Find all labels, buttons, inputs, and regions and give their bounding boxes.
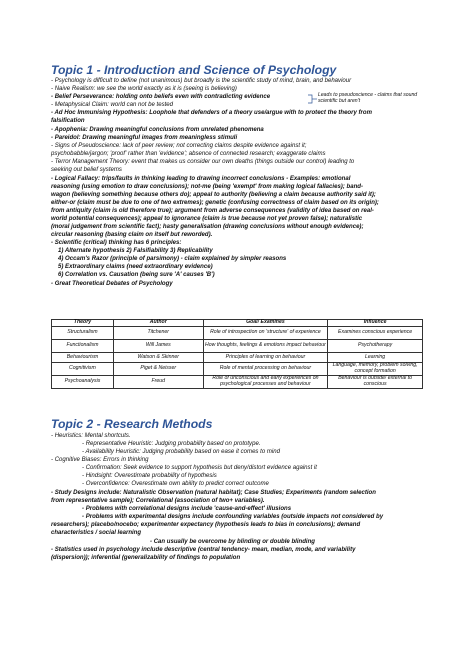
- t1-line-11: seeking out belief systems: [51, 167, 122, 173]
- t1-line-20: - Scientific (critical) thinking has 6 principles:: [51, 240, 182, 246]
- t1-line-17: world potential consequences); appeal to ignorance (claim is true because not yet proven false); naturalistic: [51, 216, 363, 222]
- t2-line-3: - Cognitive Biases: Errors in thinking: [51, 457, 149, 463]
- table-cell: Examines conscious experience: [328, 327, 423, 340]
- t2-line-15: (dispersion)); inferential (generalizability of findings to population: [51, 555, 241, 561]
- t1-line-5: falsification: [51, 118, 85, 124]
- t1-line-13: reasoning (using emotion to draw conclusions); not-me (being 'exempt' from making logical fallacies); band-: [51, 184, 363, 190]
- t2-line-1: - Representative Heuristic: Judging probability based on prototype.: [82, 441, 261, 447]
- t1-line-16: from antiquity (claim is old therefore true); argument from adverse consequences (validity of idea based on real-: [51, 208, 374, 214]
- table-cell: Functionalism: [52, 340, 114, 353]
- t1-line-22: 4) Occam's Razor (principle of parsimony) - claim explained by simpler reasons: [58, 256, 287, 262]
- t1-line-18: (moral judgement from scientific fact); hasty generalisation (drawing conclusions without enough evidence);: [51, 224, 364, 230]
- table-cell: Titchener: [113, 327, 203, 340]
- table-row: [52, 327, 423, 340]
- pseudoscience-callout: Leads to pseudoscience - claims that sound scientific but aren't: [318, 92, 418, 104]
- topic-1-title: Topic 1 - Introduction and Science of Psychology: [51, 63, 337, 77]
- table-cell: Psychotherapy: [328, 340, 423, 353]
- t1-line-4: - Ad Hoc Immunising Hypothesis: Loophole that defenders of a theory use/argue with to protect the theory from: [51, 110, 372, 116]
- table-cell: Behaviourism: [52, 353, 114, 363]
- table-cell: Role of introspection on 'structure' of experience: [203, 327, 328, 340]
- t1-line-7: - Pareidol: Drawing meaningful images from meaningless stimuli: [51, 135, 238, 141]
- t1-line-15: either-or (claim must be due to one of two extremes); genetic (confusing correctness of claim based on its origin);: [51, 200, 379, 206]
- table-cell: Structuralism: [52, 327, 114, 340]
- t2-line-11: researchers); placebo/nocebo; experimenter expectancy (hypothesis leads to bias in conclusions); demand: [51, 522, 361, 528]
- t1-line-9: psychobabble/jargon; 'proof' rather than 'evidence'; absence of connected research; exaggerate claims: [51, 151, 326, 157]
- t1-line-2: - Belief Perseverance: holding onto beliefs even with contradicting evidence: [51, 94, 271, 100]
- table-cell: Principles of learning on behaviour: [203, 353, 328, 363]
- t2-line-4: - Confirmation: Seek evidence to support hypothesis but deny/distort evidence against it: [82, 465, 317, 471]
- table-cell: Freud: [113, 376, 203, 389]
- t2-line-2: - Availability Heuristic: Judging probability based on ease it comes to mind: [82, 449, 280, 455]
- t2-line-9: - Problems with correlational designs include 'cause-and-effect' illusions: [82, 506, 292, 512]
- table-cell: Role of unconscious and early experiences on psychological processes and behaviour: [203, 376, 328, 389]
- topic-2-title: Topic 2 - Research Methods: [51, 417, 213, 431]
- t1-line-21: 1) Alternate hypothesis 2) Falsifiability 3) Replicability: [58, 248, 213, 254]
- t1-line-8: - Signs of Pseudoscience: lack of peer review; not correcting claims despite evidence against it;: [51, 143, 307, 149]
- t1-line-12: - Logical Fallacy: trips/faults in thinking leading to drawing incorrect conclusions - Examples: emotional: [51, 176, 351, 182]
- t1-line-25: - Great Theoretical Debates of Psychology: [51, 281, 173, 287]
- header-author: Author: [113, 320, 203, 327]
- t2-line-14: - Statistics used in psychology include descriptive (central tendency- mean, median, mode, and variability: [51, 547, 356, 553]
- header-goal: Goal/ Examines: [203, 320, 328, 327]
- table-cell: Behaviour is outside/ external to conscious: [328, 376, 423, 389]
- table-cell: Piget & Neisser: [113, 363, 203, 376]
- t2-line-5: - Hindsight: Overestimate probability of hypothesis: [82, 473, 217, 479]
- table-cell: Learning: [328, 353, 423, 363]
- header-influence: Influence: [328, 320, 423, 327]
- t2-line-6: - Overconfidence: Overestimate own ability to predict correct outcome: [82, 481, 269, 487]
- table-row: [52, 353, 423, 363]
- table-row: [52, 363, 423, 376]
- t1-line-6: - Apophenia: Drawing meaningful conclusions from unrelated phenomena: [51, 127, 264, 133]
- table-cell: Watson & Skinner: [113, 353, 203, 363]
- t2-line-12: characteristics / social learning: [51, 530, 142, 536]
- header-theory: Theory: [52, 320, 114, 327]
- t1-line-3: - Metaphysical Claim: world can not be tested: [51, 102, 174, 108]
- t1-line-14: wagon (believing something because others do); appeal to authority (believing a claim because authority said it);: [51, 192, 376, 198]
- table-cell: Cognitivism: [52, 363, 114, 376]
- t1-line-24: 6) Correlation vs. Causation (being sure 'A' causes 'B'): [58, 272, 215, 278]
- table-cell: Role of mental processing on behaviour: [203, 363, 328, 376]
- t2-line-7: - Study Designs include: Naturalistic Observation (natural habitat); Case Studies; Experiments (random selection: [51, 490, 376, 496]
- t2-line-0: - Heuristics: Mental shortcuts.: [51, 433, 131, 439]
- theories-table: [51, 319, 423, 389]
- table-cell: How thoughts, feelings & emotions impact behaviour: [203, 340, 328, 353]
- t1-line-1: - Naive Realism: we see the world exactly as it is (seeing is believing): [51, 86, 237, 92]
- t2-line-8: from representative sample); Correlational (association of two+ variables).: [51, 498, 265, 504]
- table-row: [52, 376, 423, 389]
- t1-line-10: - Terror Management Theory: event that makes us consider our own deaths (things outside our control) leading to: [51, 159, 355, 165]
- table-cell: Psychoanalysis: [52, 376, 114, 389]
- t2-line-10: - Problems with experimental designs include confounding variables (outside impacts not considered by: [82, 514, 384, 520]
- table-row: [52, 340, 423, 353]
- table-cell: Will James: [113, 340, 203, 353]
- table-header-row: [52, 320, 423, 327]
- t1-line-19: circular reasoning (basing claim on itself but reworded).: [51, 232, 213, 238]
- t1-line-0: - Psychology is difficult to define (not unanimous) but broadly is the scientific study of mind, brain, and behaviour: [51, 78, 352, 84]
- t1-line-23: 5) Extraordinary claims (need extraordinary evidence): [58, 264, 213, 270]
- table-cell: Language, memory, problem solving, concept formation: [328, 363, 423, 376]
- t2-line-13: - Can usually be overcome by blinding or double blinding: [150, 539, 315, 545]
